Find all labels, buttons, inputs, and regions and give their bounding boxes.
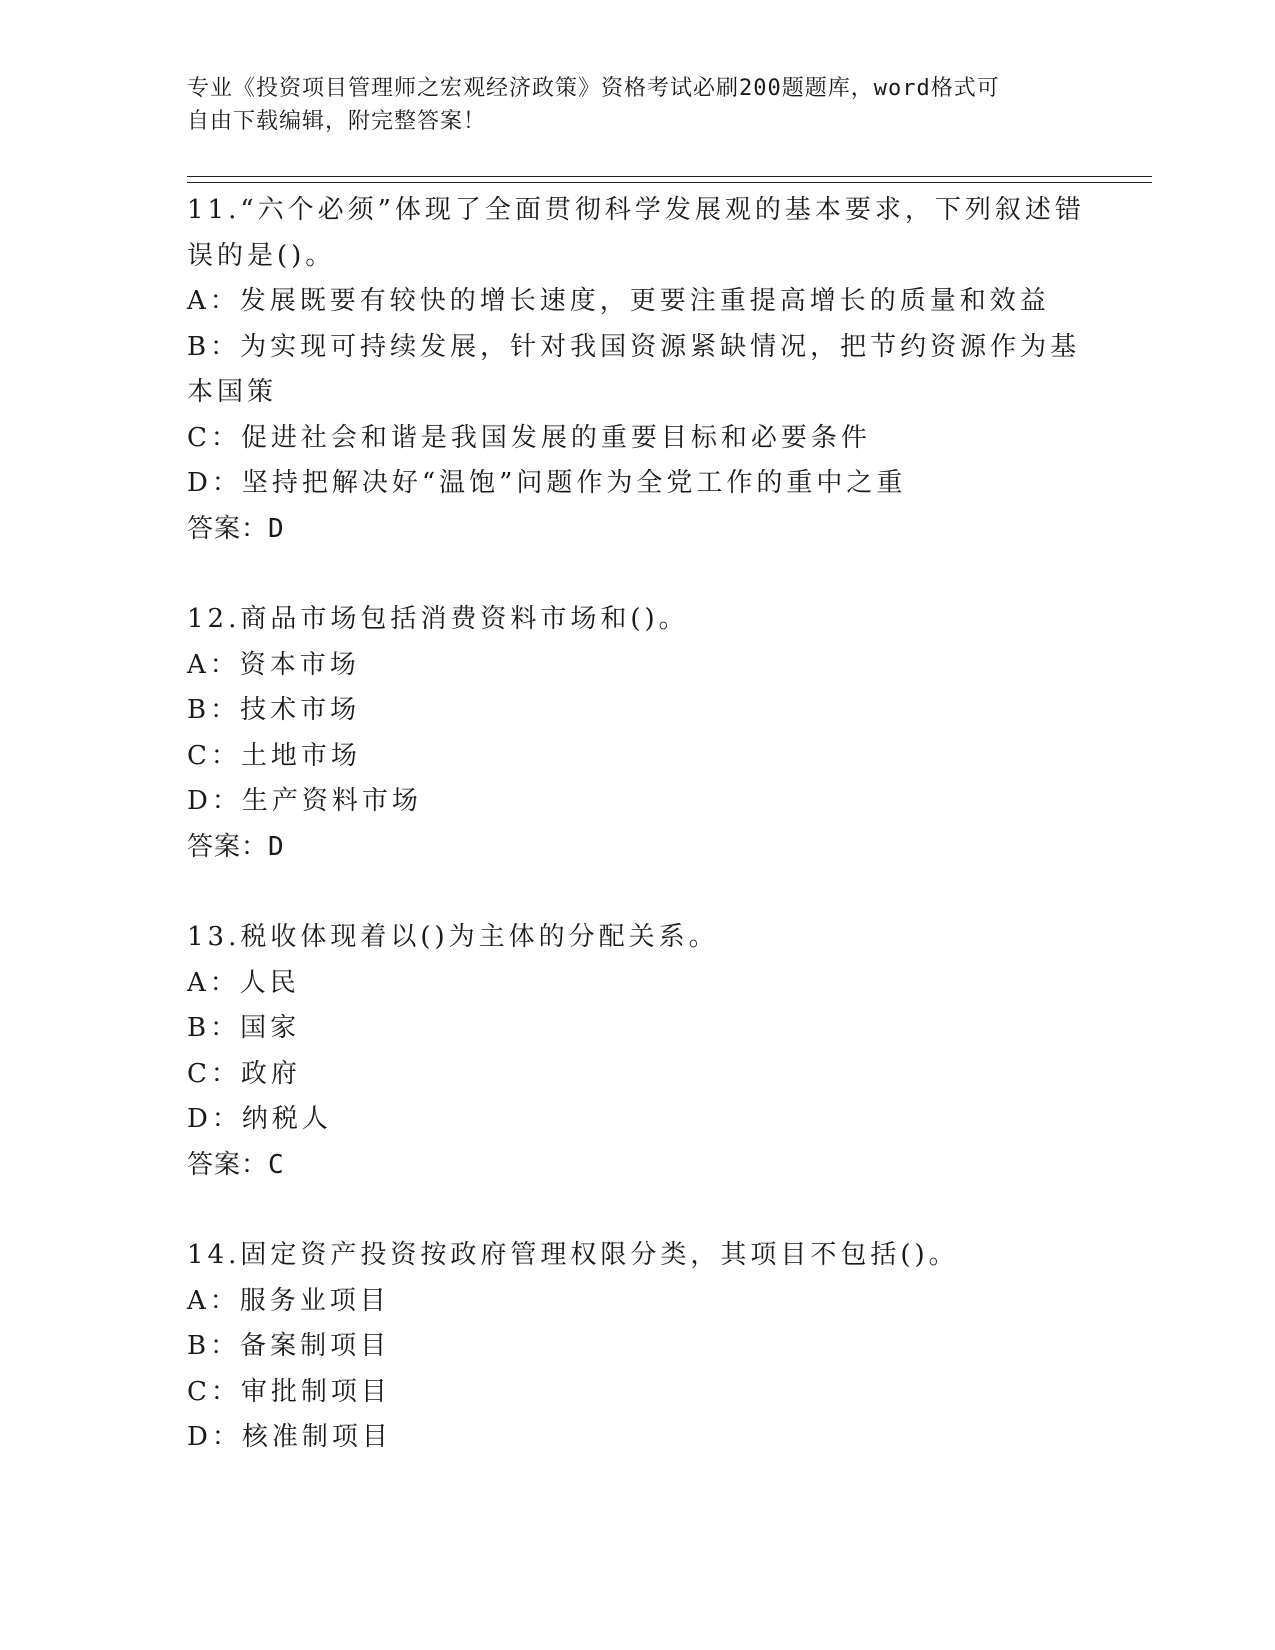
question-spacer: [187, 552, 1087, 597]
question-list: [187, 188, 1087, 1461]
answer-label: 答案：: [187, 831, 269, 862]
option-d: D：纳税人: [187, 1104, 332, 1134]
answer-label: 答案：: [187, 513, 269, 544]
answer-value: D: [268, 831, 285, 862]
question-12: [187, 597, 1087, 870]
answer-line: [187, 507, 1087, 553]
question-13: [187, 915, 1087, 1188]
answer-label: 答案：: [187, 1149, 269, 1180]
answer-line: [187, 1143, 1087, 1189]
question-stem: 14.固定资产投资按政府管理权限分类，其项目不包括()。: [187, 1240, 959, 1270]
answer-value: C: [268, 1149, 285, 1180]
option-b: B：备案制项目: [187, 1331, 391, 1361]
option-a: A：资本市场: [187, 649, 360, 680]
option-d: D：核准制项目: [187, 1422, 392, 1452]
option-c: C：政府: [187, 1058, 301, 1089]
option-a: A：人民: [187, 967, 300, 998]
option-c: C：促进社会和谐是我国发展的重要目标和必要条件: [187, 422, 871, 453]
question-spacer: [187, 1188, 1087, 1233]
option-c: C：土地市场: [187, 740, 361, 771]
question-stem: 11.“六个必须”体现了全面贯彻科学发展观的基本要求，下列叙述错误的是()。: [187, 195, 1085, 271]
option-b: B：国家: [187, 1013, 301, 1043]
header-line-1: 专业《投资项目管理师之宏观经济政策》资格考试必刷200题题库，word格式可: [187, 76, 1000, 101]
option-d: D：坚持把解决好“温饱”问题作为全党工作的重中之重: [187, 468, 907, 498]
question-stem: 13.税收体现着以()为主体的分配关系。: [187, 922, 719, 952]
question-11: [187, 188, 1087, 552]
option-b: B：为实现可持续发展，针对我国资源紧缺情况，把节约资源作为基本国策: [187, 331, 1081, 407]
answer-value: D: [268, 513, 285, 544]
option-a: A：服务业项目: [187, 1285, 390, 1316]
header-line-2: 自由下载编辑，附完整答案！: [187, 109, 487, 134]
option-c: C：审批制项目: [187, 1376, 391, 1407]
question-14: [187, 1233, 1087, 1461]
answer-line: [187, 825, 1087, 871]
header-divider-top: [187, 176, 1152, 177]
option-b: B：技术市场: [187, 695, 361, 725]
question-stem: 12.商品市场包括消费资料市场和()。: [187, 604, 689, 634]
question-spacer: [187, 870, 1087, 915]
header-divider-bottom: [187, 182, 1152, 183]
option-a: A：发展既要有较快的增长速度，更要注重提高增长的质量和效益: [187, 286, 1050, 316]
document-header: [187, 72, 1077, 138]
option-d: D：生产资料市场: [187, 786, 422, 816]
